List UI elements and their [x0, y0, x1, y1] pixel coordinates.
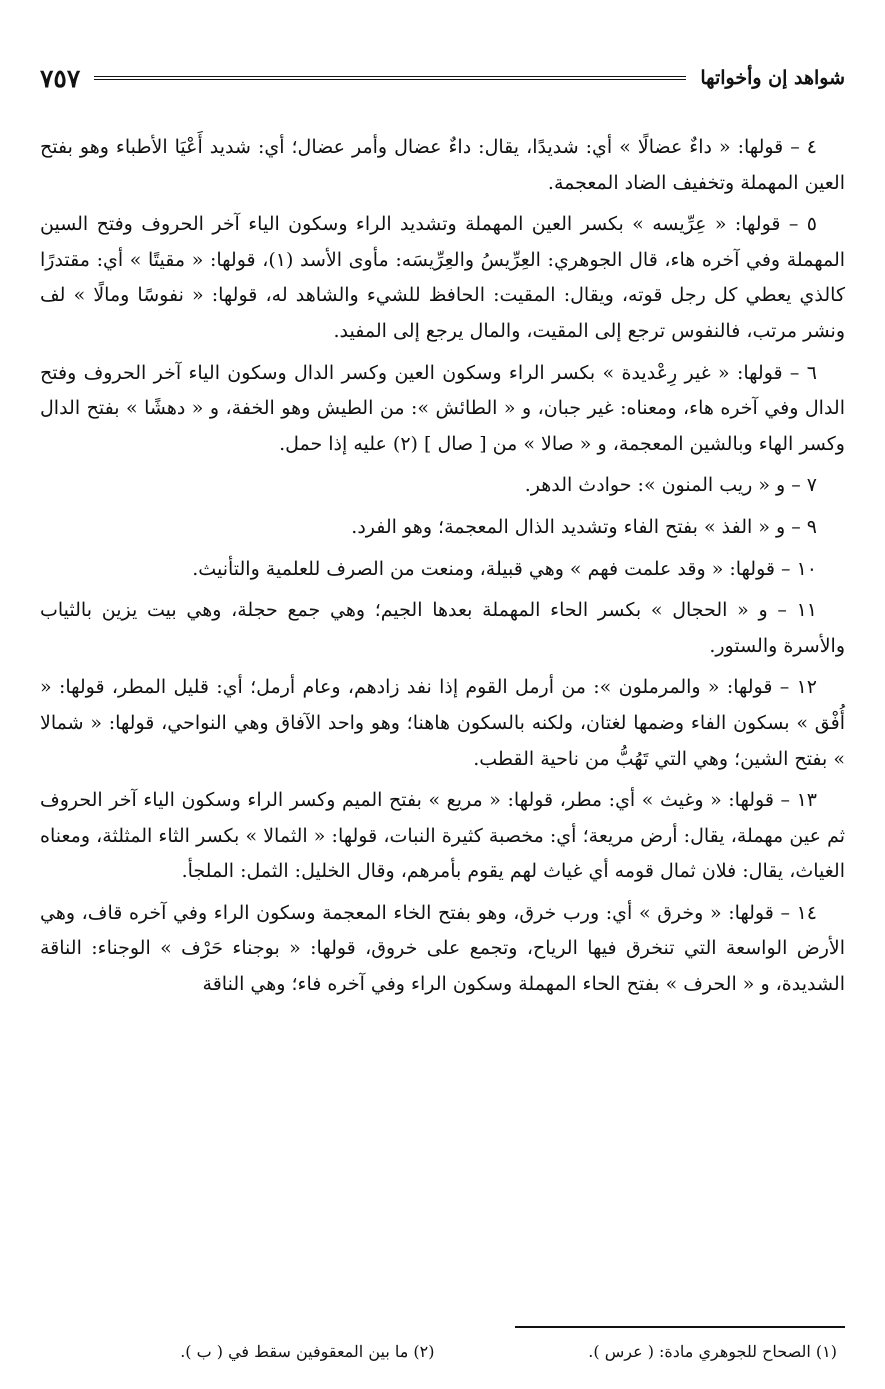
running-title: شواهد إن وأخواتها [700, 67, 845, 89]
paragraph-item-6: ٦ – قولها: « غير رِعْديدة » بكسر الراء وسكون العين وكسر الدال وسكون الياء آخر الحروف وفتح الدال وفي آخره هاء، ومعناه: غير جبان، و « الطائش »: من الطيش وهو الخفة، و « دهشًا » بفتح الدال وكسر الهاء وبالشين المعجمة، و « صالا » من [ صال ] (٢) عليه إذا حمل. [40, 361, 846, 455]
page-number: ٧٥٧ [40, 63, 81, 93]
footnote-separator [515, 1326, 845, 1328]
header-double-rule [94, 76, 686, 80]
paragraph-item-14: ١٤ – قولها: « وخرق » أي: ورب خرق، وهو بفتح الخاء المعجمة وسكون الراء وفي آخره قاف، وهي الأرض الواسعة التي تنخرق فيها الرياح، وتجمع على خروق، قولها: « بوجناء حَرْف » الوجناء: الناقة الشديدة، و « الحرف » بفتح الحاء المهملة وسكون الراء وفي آخره فاء؛ وهي الناقة [40, 901, 845, 996]
body-text [40, 130, 845, 1009]
footnotes [40, 1342, 845, 1361]
footnote-2: (٢) ما بين المعقوفين سقط في ( ب ). [180, 1342, 435, 1361]
paragraph-item-12: ١٢ – قولها: « والمرملون »: من أرمل القوم إذا نفد زادهم، وعام أرمل؛ أي: قليل المطر، قولها: « أُفْق » بسكون الفاء وضمها لغتان، ولكنه بالسكون هاهنا؛ وهو واحد الآفاق وهي النواحي، قولها: « شمالا » بفتح الشين؛ وهي التي تَهُبُّ من ناحية القطب. [40, 676, 845, 770]
paragraph-item-4: ٤ – قولها: « داءٌ عضالًا » أي: شديدًا، يقال: داءٌ عضال وأمر عضال؛ أي: شديد أَعْيَا الأطباء وهو بفتح العين المهملة وتخفيف الضاد المعجمة. [40, 136, 845, 194]
paragraph-item-13: ١٣ – قولها: « وغيث » أي: مطر، قولها: « مريع » بفتح الميم وكسر الراء وسكون الياء آخر الحروف ثم عين مهملة، يقال: أرض مريعة؛ أي: مخصبة كثيرة النبات، قولها: « الثمالا » بكسر الثاء المثلثة، ومعناه الغياث، يقال: فلان ثمال قومه أي غياث لهم يقوم بأمرهم، وقال الخليل: الثمل: الملجأ. [40, 789, 845, 883]
paragraph-item-11: ١١ – و « الحجال » بكسر الحاء المهملة بعدها الجيم؛ وهي جمع حجلة، وهي بيت يزين بالثياب والأسرة والستور. [40, 599, 845, 657]
paragraph-item-10: ١٠ – قولها: « وقد علمت فهم » وهي قبيلة، ومنعت من الصرف للعلمية والتأنيث. [192, 557, 817, 580]
paragraph-item-7: ٧ – و « ريب المنون »: حوادث الدهر. [524, 474, 817, 497]
paragraph-item-9: ٩ – و « الفذ » بفتح الفاء وتشديد الذال المعجمة؛ وهو الفرد. [351, 515, 817, 538]
paragraph-item-5: ٥ – قولها: « عِرِّيسه » بكسر العين المهملة وتشديد الراء وسكون الياء آخر الحروف وفتح السين المهملة وفي آخره هاء، قال الجوهري: العِرِّيسُ والعِرِّيسَه: مأوى الأسد (١)، قولها: « مقيتًا » أي: مقتدرًا كالذي يعطي كل رجل قوته، ويقال: المقيت: الحافظ للشيء والشاهد له، قولها: « نفوسًا ومالًا » لف ونشر مرتب، فالنفوس ترجع إلى المقيت، والمال يرجع إلى المفيد. [40, 213, 846, 342]
running-header [40, 58, 845, 98]
footnote-1: (١) الصحاح للجوهري مادة: ( عرس ). [588, 1342, 837, 1361]
